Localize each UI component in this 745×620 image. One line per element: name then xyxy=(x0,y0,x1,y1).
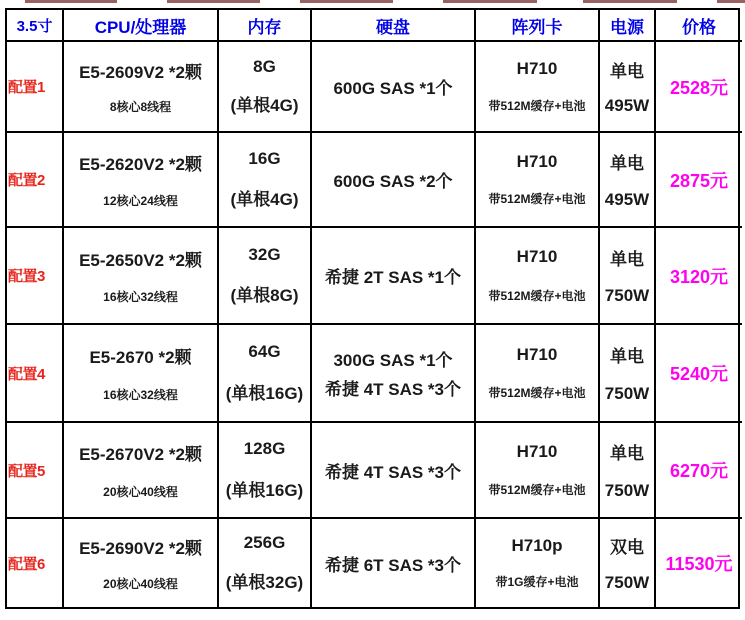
hdd-line: 600G SAS *1个 xyxy=(333,79,453,98)
price-label: 5240元 xyxy=(656,325,742,423)
psu-watt: 750W xyxy=(604,480,650,500)
psu-cell xyxy=(600,42,656,133)
header-price: 价格 xyxy=(656,10,742,42)
header-psu: 电源 xyxy=(600,10,656,42)
raid-detail: 带512M缓存+电池 xyxy=(488,288,586,303)
memory-module: (单根32G) xyxy=(225,572,304,592)
memory-module: (单根16G) xyxy=(225,384,304,403)
psu-cell xyxy=(600,325,656,423)
raid-detail: 带1G缓存+电池 xyxy=(495,575,579,589)
psu-type: 单电 xyxy=(610,444,644,464)
hdd-cell xyxy=(312,228,476,325)
psu-cell xyxy=(600,133,656,228)
raid-cell xyxy=(476,42,600,133)
hdd-line: 希捷 4T SAS *3个 xyxy=(324,462,462,482)
memory-size: 64G xyxy=(248,342,281,361)
config-label: 配置1 xyxy=(7,42,64,133)
cropped-content-remnant xyxy=(583,0,677,3)
cpu-model: E5-2650V2 *2颗 xyxy=(79,250,202,270)
cpu-cores: 12核心24线程 xyxy=(103,194,178,208)
memory-cell xyxy=(219,325,312,423)
psu-cell xyxy=(600,519,656,607)
psu-watt: 750W xyxy=(604,384,650,403)
raid-cell xyxy=(476,423,600,519)
psu-type: 双电 xyxy=(610,538,644,558)
server-config-price-table xyxy=(5,8,740,609)
config-label: 配置2 xyxy=(7,133,64,228)
raid-model: H710 xyxy=(516,59,558,79)
raid-cell xyxy=(476,325,600,423)
price-label: 11530元 xyxy=(665,554,733,574)
raid-cell xyxy=(476,519,600,607)
hdd-cell xyxy=(312,423,476,519)
psu-watt: 495W xyxy=(604,190,650,209)
config-label: 配置5 xyxy=(7,423,64,519)
memory-size: 128G xyxy=(243,439,286,459)
cropped-content-remnant xyxy=(167,0,260,3)
raid-detail: 带512M缓存+电池 xyxy=(488,386,586,401)
cpu-cores: 16核心32线程 xyxy=(103,290,178,305)
cpu-model: E5-2620V2 *2颗 xyxy=(79,155,202,174)
cpu-cell xyxy=(64,42,219,133)
cpu-model: E5-2670V2 *2颗 xyxy=(79,445,202,465)
raid-model: H710p xyxy=(511,536,563,555)
header-memory: 内存 xyxy=(219,10,312,42)
header-form-factor: 3.5寸 xyxy=(7,10,64,42)
cpu-model: E5-2670 *2颗 xyxy=(89,348,192,367)
psu-watt: 750W xyxy=(604,286,650,306)
hdd-line: 600G SAS *2个 xyxy=(333,172,453,191)
memory-cell xyxy=(219,519,312,607)
header-cpu: CPU/处理器 xyxy=(64,10,219,42)
price-label: 6270元 xyxy=(656,423,742,519)
raid-detail: 带512M缓存+电池 xyxy=(488,483,586,497)
config-label: 配置6 xyxy=(7,519,64,607)
memory-cell xyxy=(219,228,312,325)
raid-detail: 带512M缓存+电池 xyxy=(488,192,586,207)
cropped-content-remnant xyxy=(717,0,745,3)
hdd-line: 希捷 4T SAS *3个 xyxy=(324,380,462,399)
header-raid: 阵列卡 xyxy=(476,10,600,42)
config-label: 配置3 xyxy=(7,228,64,325)
cropped-content-remnant xyxy=(25,0,117,3)
memory-module: (单根4G) xyxy=(230,96,299,116)
cpu-cell xyxy=(64,133,219,228)
cpu-model: E5-2690V2 *2颗 xyxy=(79,539,202,559)
config-label: 配置4 xyxy=(7,325,64,423)
psu-type: 单电 xyxy=(610,347,644,366)
psu-cell xyxy=(600,228,656,325)
memory-cell xyxy=(219,42,312,133)
hdd-cell xyxy=(312,325,476,423)
cpu-model: E5-2609V2 *2颗 xyxy=(79,62,202,82)
cpu-cell xyxy=(64,423,219,519)
cpu-cores: 20核心40线程 xyxy=(103,576,178,591)
hdd-cell xyxy=(312,519,476,607)
price-label: 2528元 xyxy=(656,42,742,133)
memory-size: 16G xyxy=(248,149,281,168)
hdd-cell xyxy=(312,42,476,133)
raid-cell xyxy=(476,228,600,325)
cpu-cores: 8核心8线程 xyxy=(109,100,172,115)
price-label: 3120元 xyxy=(656,228,742,325)
memory-module: (单根16G) xyxy=(225,480,304,500)
raid-model: H710 xyxy=(516,442,558,461)
hdd-line: 希捷 2T SAS *1个 xyxy=(324,268,462,287)
raid-detail: 带512M缓存+电池 xyxy=(488,98,586,113)
cpu-cell xyxy=(64,325,219,423)
cropped-content-remnant xyxy=(300,0,393,3)
memory-module: (单根8G) xyxy=(230,286,299,306)
psu-type: 单电 xyxy=(610,154,644,173)
memory-cell xyxy=(219,423,312,519)
cpu-cores: 16核心32线程 xyxy=(103,388,178,402)
psu-type: 单电 xyxy=(610,61,644,81)
psu-watt: 750W xyxy=(604,572,650,592)
hdd-cell xyxy=(312,133,476,228)
psu-watt: 495W xyxy=(604,96,650,116)
cpu-cores: 20核心40线程 xyxy=(103,484,178,499)
hdd-line: 300G SAS *1个 xyxy=(333,351,453,370)
raid-model: H710 xyxy=(516,247,558,267)
cpu-cell xyxy=(64,519,219,607)
memory-cell xyxy=(219,133,312,228)
cpu-cell xyxy=(64,228,219,325)
psu-cell xyxy=(600,423,656,519)
cropped-content-remnant xyxy=(443,0,537,3)
memory-size: 256G xyxy=(243,533,286,553)
psu-type: 单电 xyxy=(610,249,644,269)
memory-module: (单根4G) xyxy=(230,190,299,209)
header-hdd: 硬盘 xyxy=(312,10,476,42)
memory-size: 8G xyxy=(253,56,276,76)
raid-model: H710 xyxy=(516,344,558,364)
hdd-line: 希捷 6T SAS *3个 xyxy=(324,555,462,575)
raid-model: H710 xyxy=(516,151,558,171)
price-label: 2875元 xyxy=(656,133,742,228)
raid-cell xyxy=(476,133,600,228)
memory-size: 32G xyxy=(248,244,281,264)
